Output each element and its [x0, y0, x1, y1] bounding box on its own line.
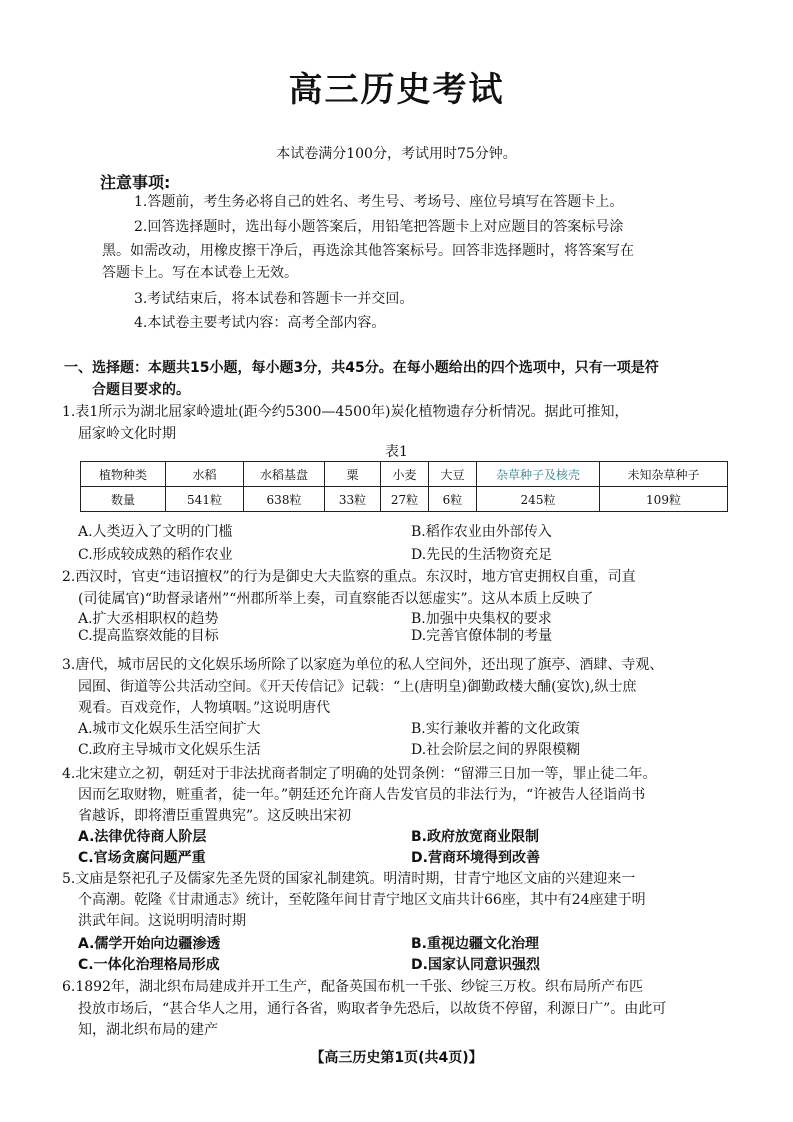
question-6-stem: 6.1892年，湖北织布局建成并开工生产，配备英国布机一千张、纱锭三万枚。织布局所产布匹	[62, 979, 643, 995]
table-caption: 表1	[385, 444, 408, 460]
option-b: B.稻作农业由外部传入	[411, 524, 552, 540]
page-title: 高三历史考试	[288, 70, 505, 110]
table-cell: 27粒	[381, 487, 429, 512]
question-3-stem: 观看。百戏竞作，人物填咽。”这说明唐代	[78, 700, 331, 716]
page-footer: 【高三历史第1页(共4页)】	[310, 1050, 483, 1066]
option-d: D.社会阶层之间的界限模糊	[411, 742, 581, 758]
plant-remains-table	[80, 461, 728, 512]
table-cell: 大豆	[429, 462, 477, 487]
question-5-stem: 个高潮。乾隆《甘肃通志》统计，至乾隆年间甘青宁地区文庙共计66座，其中有24座建于明	[78, 892, 646, 908]
option-b: B.政府放宽商业限制	[411, 829, 539, 845]
question-1-stem: 屈家岭文化时期	[78, 426, 176, 442]
exam-intro: 本试卷满分100分，考试用时75分钟。	[276, 146, 517, 162]
option-c: C.形成较成熟的稻作农业	[78, 547, 233, 563]
table-cell: 水稻	[166, 462, 244, 487]
question-4-stem: 4.北宋建立之初，朝廷对于非法扰商者制定了明确的处罚条例：“留滞三日加一等，罪止徒二年。	[62, 766, 657, 782]
option-a: A.人类迈入了文明的门槛	[78, 524, 233, 540]
question-3-stem: 园囿、街道等公共活动空间。《开天传信记》记载：“上(唐明皇)御勤政楼大酺(宴饮),纵士庶	[78, 679, 637, 695]
table-cell: 未知杂草种子	[600, 462, 728, 487]
table-cell: 水稻基盘	[244, 462, 325, 487]
table-header-row	[81, 462, 728, 487]
table-cell: 245粒	[477, 487, 600, 512]
option-c: C.政府主导城市文化娱乐生活	[78, 742, 261, 758]
notice-item: 3.考试结束后，将本试卷和答题卡一并交回。	[134, 291, 414, 307]
question-3-stem: 3.唐代，城市居民的文化娱乐场所除了以家庭为单位的私人空间外，还出现了旗亭、酒肆、寺观、	[62, 657, 664, 673]
option-c: C.官场贪腐问题严重	[78, 850, 206, 866]
table-cell: 6粒	[429, 487, 477, 512]
question-5-stem: 5.文庙是祭祀孔子及儒家先圣先贤的国家礼制建筑。明清时期，甘青宁地区文庙的兴建迎来一	[62, 871, 636, 887]
table-row	[81, 487, 728, 512]
question-4-stem: 因而乞取财物，赃重者，徒一年。”朝廷还允许商人告发官员的非法行为，“许被告人径诣尚书	[78, 787, 646, 803]
option-a: A.扩大丞相职权的趋势	[78, 611, 219, 627]
option-b: B.重视边疆文化治理	[411, 936, 539, 952]
notice-item: 2.回答选择题时，选出每小题答案后，用铅笔把答题卡上对应题目的答案标号涂	[134, 219, 624, 235]
notice-item: 1.答题前，考生务必将自己的姓名、考生号、考场号、座位号填写在答题卡上。	[134, 194, 624, 210]
table-cell: 植物种类	[81, 462, 166, 487]
section-heading-cont: 合题目要求的。	[92, 382, 190, 398]
table-cell: 粟	[325, 462, 381, 487]
table-cell: 109粒	[600, 487, 728, 512]
question-5-stem: 洪武年间。这说明明清时期	[78, 913, 246, 929]
option-b: B.实行兼收并蓄的文化政策	[411, 721, 580, 737]
question-1-stem: 1.表1所示为湖北屈家岭遗址(距今约5300—4500年)炭化植物遗存分析情况。据此可推知，	[62, 404, 629, 420]
question-2-stem: 2.西汉时，官吏“违诏擅权”的行为是御史大夫监察的重点。东汉时，地方官吏拥权自重，司直	[62, 569, 636, 585]
table-cell: 541粒	[166, 487, 244, 512]
question-2-stem: (司徒属官)“助督录诸州”“州郡所举上奏，司直察能否以惩虚实”。这从本质上反映了	[78, 591, 594, 607]
option-d: D.完善官僚体制的考量	[411, 628, 553, 644]
option-d: D.国家认同意识强烈	[411, 957, 540, 973]
question-6-stem: 知，湖北织布局的建产	[78, 1022, 218, 1038]
option-a: A.法律优待商人阶层	[78, 829, 207, 845]
question-4-stem: 省越诉，即将漕臣重置典宪”。这反映出宋初	[78, 808, 352, 824]
option-a: A.城市文化娱乐生活空间扩大	[78, 721, 261, 737]
table-cell: 638粒	[244, 487, 325, 512]
section-heading: 一、选择题：本题共15小题，每小题3分，共45分。在每小题给出的四个选项中，只有一项是符	[64, 360, 659, 376]
notice-item: 黑。如需改动，用橡皮擦干净后，再选涂其他答案标号。回答非选择题时，将答案写在	[102, 243, 634, 259]
option-d: D.先民的生活物资充足	[411, 547, 553, 563]
option-d: D.营商环境得到改善	[411, 850, 540, 866]
option-b: B.加强中央集权的要求	[411, 611, 552, 627]
table-cell: 杂草种子及核壳	[477, 462, 600, 487]
notice-heading: 注意事项:	[100, 173, 171, 192]
table-cell: 小麦	[381, 462, 429, 487]
notice-item: 4.本试卷主要考试内容：高考全部内容。	[134, 315, 386, 331]
table-cell: 33粒	[325, 487, 381, 512]
option-a: A.儒学开始向边疆渗透	[78, 936, 221, 952]
option-c: C.一体化治理格局形成	[78, 957, 220, 973]
table-cell: 数量	[81, 487, 166, 512]
option-c: C.提高监察效能的目标	[78, 628, 219, 644]
question-6-stem: 投放市场后，“甚合华人之用，通行各省，购取者争先恐后，以故货不停留，利源日广”。由此可	[78, 1001, 667, 1017]
notice-item: 答题卡上。写在本试卷上无效。	[102, 265, 298, 281]
